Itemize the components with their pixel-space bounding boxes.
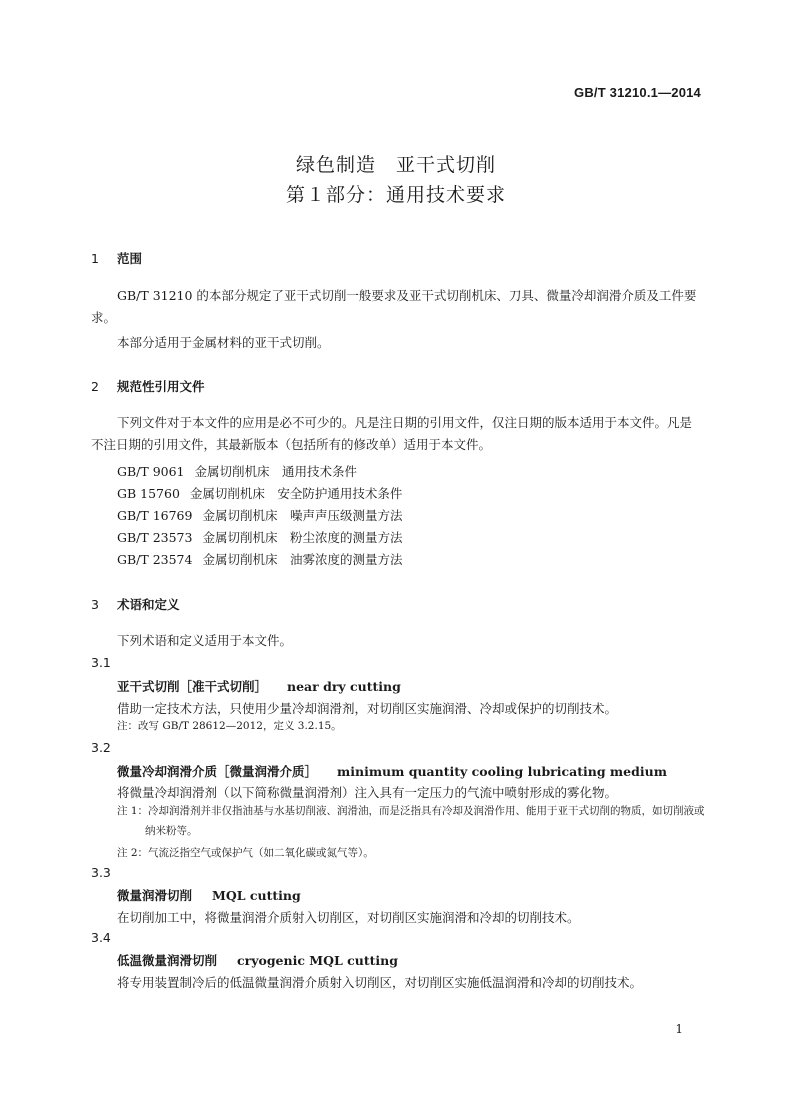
section-number: 1: [91, 251, 99, 266]
term-heading: 亚干式切削［准干式切削］ near dry cutting: [117, 679, 401, 694]
section-title: 规范性引用文件: [117, 379, 205, 394]
terms-intro: 下列术语和定义适用于本文件。: [117, 633, 293, 648]
term-note: 注：改写 GB/T 28612—2012，定义 3.2.15。: [117, 720, 342, 732]
term-heading: 微量冷却润滑介质［微量润滑介质］ minimum quantity cooling lubricating medium: [117, 764, 667, 779]
term-number: 3.1: [91, 655, 111, 670]
page-number: 1: [675, 1022, 683, 1036]
document-subtitle: 第１部分：通用技术要求: [285, 184, 506, 206]
standard-code: GB/T 31210.1—2014: [574, 85, 701, 100]
term-definition: 在切削加工中，将微量润滑介质射入切削区，对切削区实施润滑和冷却的切削技术。: [117, 910, 580, 925]
section-heading-terms-definitions: [91, 595, 180, 613]
normative-intro: 下列文件对于本文件的应用是必不可少的。凡是注日期的引用文件，仅注日期的版本适用于本文件。凡是不注日期的引用文件，其最新版本（包括所有的修改单）适用于本文件。: [91, 415, 693, 452]
term-definition: 将专用装置制冷后的低温微量润滑介质射入切削区，对切削区实施低温润滑和冷却的切削技术。: [117, 975, 643, 990]
section-title: 术语和定义: [117, 597, 180, 612]
reference-item: GB/T 16769 金属切削机床 噪声声压级测量方法: [117, 508, 403, 523]
term-number: 3.2: [91, 740, 111, 755]
scope-paragraph-1: GB/T 31210 的本部分规定了亚干式切削一般要求及亚干式切削机床、刀具、微量冷却润滑介质及工件要求。: [91, 288, 697, 325]
section-heading-scope: [91, 249, 142, 267]
term-number: 3.4: [91, 930, 111, 945]
document-title: 绿色制造 亚干式切削: [295, 154, 496, 176]
section-number: 2: [91, 379, 99, 394]
reference-item: GB/T 9061 金属切削机床 通用技术条件: [117, 464, 358, 479]
term-definition: 将微量冷却润滑剂（以下简称微量润滑剂）注入具有一定压力的气流中喷射形成的雾化物。: [117, 785, 618, 800]
section-number: 3: [91, 597, 99, 612]
reference-item: GB 15760 金属切削机床 安全防护通用技术条件: [117, 486, 403, 501]
term-note: 注 1：冷却润滑剂并非仅指油基与水基切削液、润滑油，而是泛指具有冷却及润滑作用、能用于亚干式切削的物质，如切削液或纳米粉等。: [117, 805, 705, 837]
term-note: 注 2：气流泛指空气或保护气（如二氧化碳或氮气等）。: [117, 847, 374, 859]
scope-paragraph-2: 本部分适用于金属材料的亚干式切削。: [117, 335, 330, 350]
section-title: 范围: [117, 251, 143, 266]
reference-item: GB/T 23573 金属切削机床 粉尘浓度的测量方法: [117, 530, 403, 545]
term-heading: 微量润滑切削 MQL cutting: [117, 888, 301, 903]
term-number: 3.3: [91, 865, 111, 880]
term-heading: 低温微量润滑切削 cryogenic MQL cutting: [117, 953, 398, 968]
reference-item: GB/T 23574 金属切削机床 油雾浓度的测量方法: [117, 552, 403, 567]
term-definition: 借助一定技术方法，只使用少量冷却润滑剂，对切削区实施润滑、冷却或保护的切削技术。: [117, 701, 618, 716]
section-heading-normative-references: [91, 377, 205, 395]
